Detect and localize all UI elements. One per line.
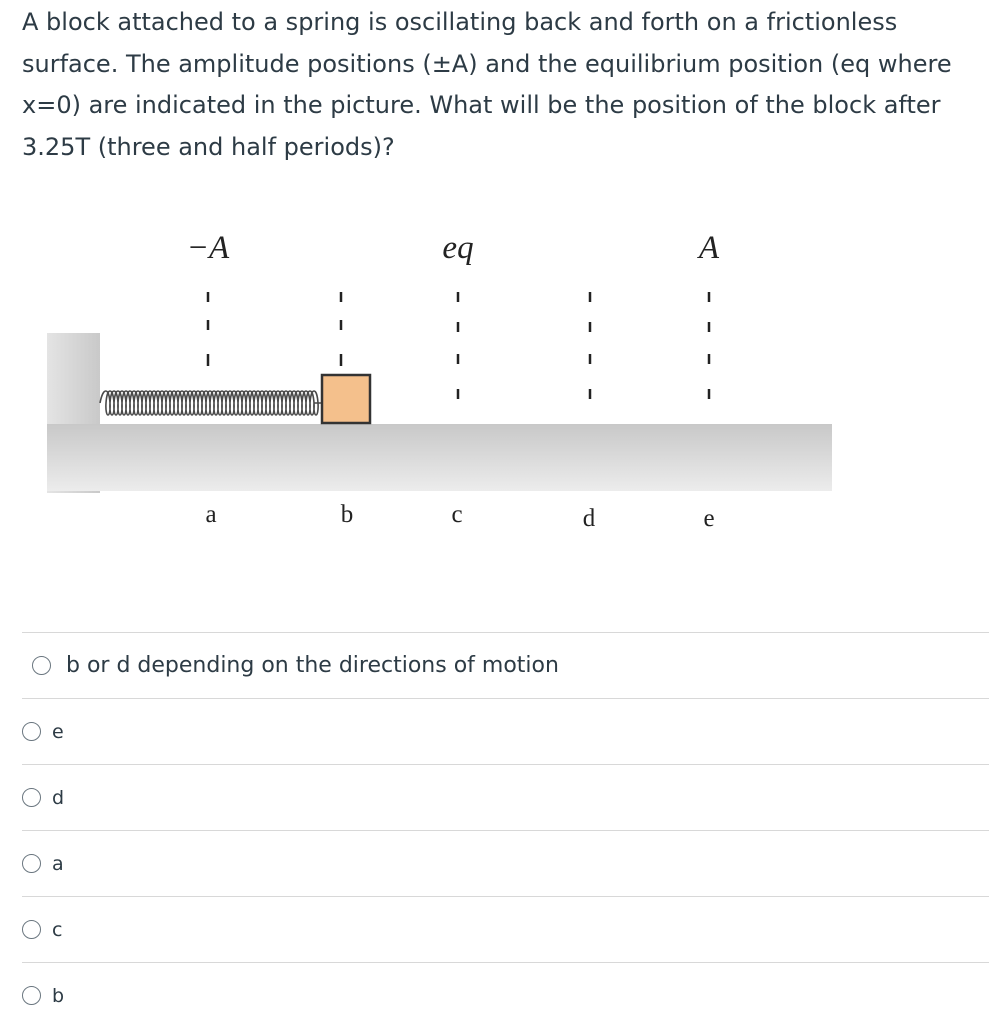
label-minus-a: −A (186, 230, 230, 266)
spring-diagram (0, 215, 1001, 545)
block (322, 375, 370, 423)
answer-label: c (52, 918, 63, 941)
radio-button[interactable] (22, 920, 41, 939)
label-eq: eq (442, 230, 474, 266)
radio-button[interactable] (22, 722, 41, 741)
label-plus-a: A (698, 230, 720, 266)
radio-button[interactable] (32, 656, 51, 675)
radio-button[interactable] (22, 986, 41, 1005)
answer-label: a (52, 852, 64, 875)
radio-button[interactable] (22, 788, 41, 807)
position-label-d: d (582, 505, 596, 532)
answer-label: b or d depending on the directions of motion (66, 653, 559, 678)
radio-button[interactable] (22, 854, 41, 873)
answer-list (22, 632, 989, 1028)
answer-label: e (52, 720, 64, 743)
answer-option[interactable] (22, 698, 989, 764)
position-label-b: b (340, 501, 354, 528)
answer-option[interactable] (22, 896, 989, 962)
question-text: A block attached to a spring is oscillating back and forth on a frictionless surface. The amplitude positions (±A) and the equilibrium position (eq where x=0) are indicated in the picture. What will be the position of the block after 3.25T (three and half periods)? (22, 8, 952, 161)
answer-option[interactable] (22, 830, 989, 896)
answer-option[interactable] (22, 764, 989, 830)
floor (47, 424, 832, 491)
position-label-c: c (451, 501, 463, 528)
answer-option[interactable] (22, 632, 989, 698)
position-label-e: e (703, 505, 715, 532)
position-label-a: a (205, 501, 217, 528)
answer-label: d (52, 786, 65, 809)
answer-option[interactable] (22, 962, 989, 1028)
answer-label: b (52, 984, 65, 1007)
spring (100, 391, 322, 415)
